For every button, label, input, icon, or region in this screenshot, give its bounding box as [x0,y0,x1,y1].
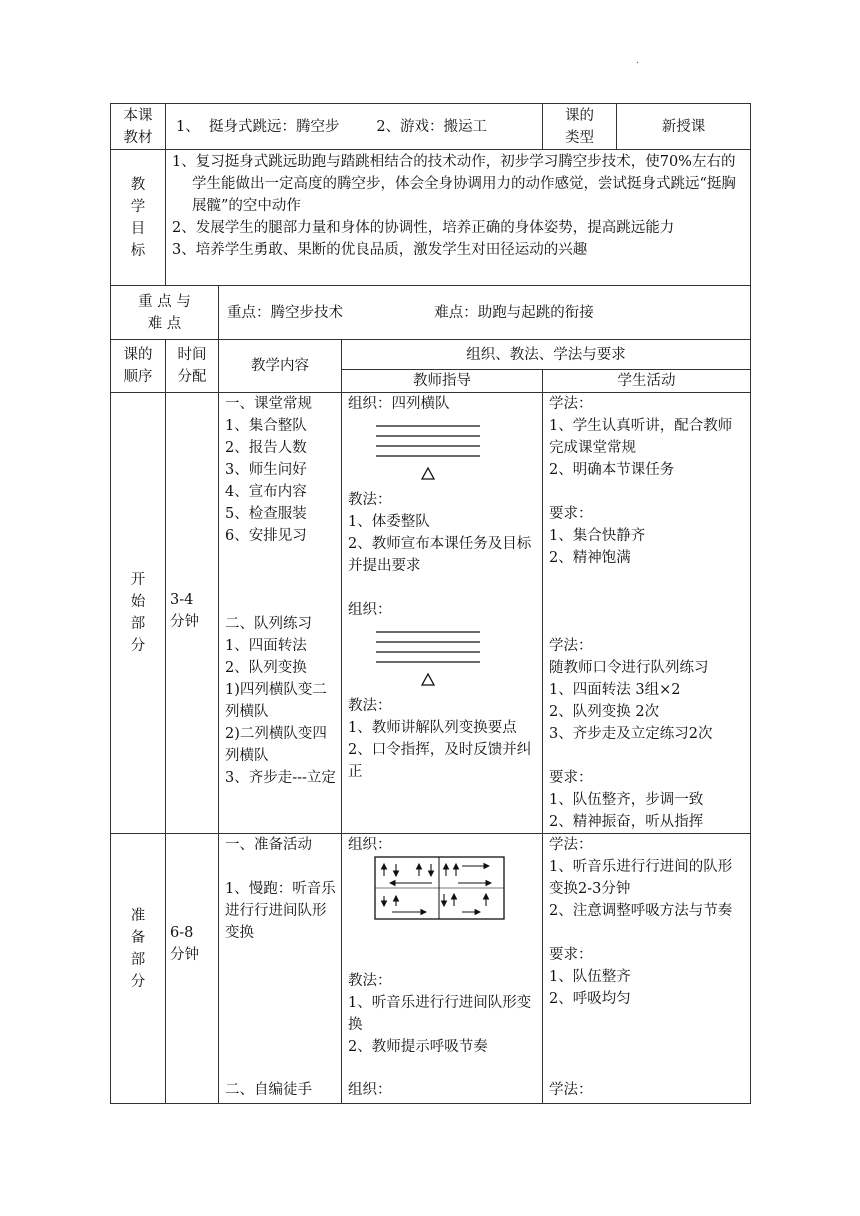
teacher-method-3: 教法： 1、听音乐进行行进间队形变换 2、教师提示呼吸节奏 [348,973,532,1055]
student-method-4: 学法： [549,1082,593,1098]
running-formation-diagram [374,856,506,922]
course-content: 1、 挺身式跳远：腾空步 2、游戏：搬运工 [166,104,543,150]
order-header: 课的 顺序 [111,340,166,393]
teacher-header: 教师指导 [342,370,543,393]
lesson-plan-table [110,103,751,1104]
section-1-time: 3-4 分钟 [166,393,219,834]
section-1-student [543,393,751,834]
method-group-header: 组织、教法、学法与要求 [342,340,751,370]
time-header: 时间 分配 [166,340,219,393]
page-mark: · [636,58,640,69]
warmup-content: 一、准备活动 1、慢跑：听音乐进行行进间队形变换 [225,837,336,941]
student-req-3: 要求： 1、队伍整齐 2、呼吸均匀 [549,947,631,1007]
section-2-content [219,834,342,1104]
section-2-student [543,834,751,1104]
type-label: 课的 类型 [543,104,617,150]
section-1-name: 开 始 部 分 [111,393,166,834]
teacher-method-2: 教法： 1、教师讲解队列变换要点 2、口令指挥，及时反馈并纠正 [348,698,532,780]
teacher-org-3: 组织： [348,837,392,853]
goal-item-1: 1、复习挺身式跳远助跑与踏跳相结合的技术动作，初步学习腾空步技术，使70%左右的学生能做出一定高度的腾空步，体会全身协调用力的动作感觉，尝试挺身式跳远“挺胸展髋”的空中动作 [172,154,736,214]
four-row-formation-diagram [376,421,482,483]
teacher-org-1: 组织：四列横队 [348,396,450,412]
student-method-1: 学法： 1、学生认真听讲，配合教师完成课堂常规 2、明确本节课任务 [549,396,733,478]
goals-list [166,150,751,286]
course-label: 本课 教材 [111,104,166,150]
key-points [219,286,751,340]
routine-content: 一、课堂常规 1、集合整队 2、报告人数 3、师生问好 4、宣布内容 5、检查服装 6、安排见习 [225,396,312,544]
freehand-content: 二、自编徒手 [225,1082,312,1098]
teacher-method-1: 教法： 1、体委整队 2、教师宣布本课任务及目标并提出要求 [348,492,532,574]
drill-formation-diagram [376,627,482,689]
student-req-2: 要求： 1、队伍整齐，步调一致 2、精神振奋，听从指挥 [549,770,704,830]
goal-item-2: 2、发展学生的腿部力量和身体的协调性，培养正确的身体姿势，提高跳远能力 [172,220,675,236]
section-2-time: 6-8 分钟 [166,834,219,1104]
student-method-3: 学法： 1、听音乐进行行进间的队形变换2-3分钟 2、注意调整呼吸方法与节奏 [549,837,733,919]
teacher-org-4: 组织： [348,1082,392,1098]
key-points-label: 重 点 与 难 点 [111,286,219,340]
section-2-teacher [342,834,543,1104]
type-value: 新授课 [617,104,751,150]
student-header: 学生活动 [543,370,751,393]
teacher-org-2: 组织： [348,602,392,618]
student-req-1: 要求： 1、集合快静齐 2、精神饱满 [549,506,646,566]
key-point: 重点：腾空步技术 [227,304,343,321]
content-header: 教学内容 [219,340,342,393]
section-1-teacher [342,393,543,834]
drill-content: 二、队列练习 1、四面转法 2、队列变换 1)四列横队变二列横队 2)二列横队变四列横队 3、齐步走---立定 [225,616,336,786]
section-1-content [219,393,342,834]
section-2-name: 准 备 部 分 [111,834,166,1104]
goal-item-3: 3、培养学生勇敢、果断的优良品质，激发学生对田径运动的兴趣 [172,242,588,258]
difficulty-point: 难点：助跑与起跳的衔接 [434,304,594,321]
goals-label: 教 学 目 标 [111,150,166,286]
student-method-2: 学法： 随教师口令进行队列练习 1、四面转法 3组×2 2、队列变换 2次 3、齐步走及立定练习2次 [549,638,713,742]
